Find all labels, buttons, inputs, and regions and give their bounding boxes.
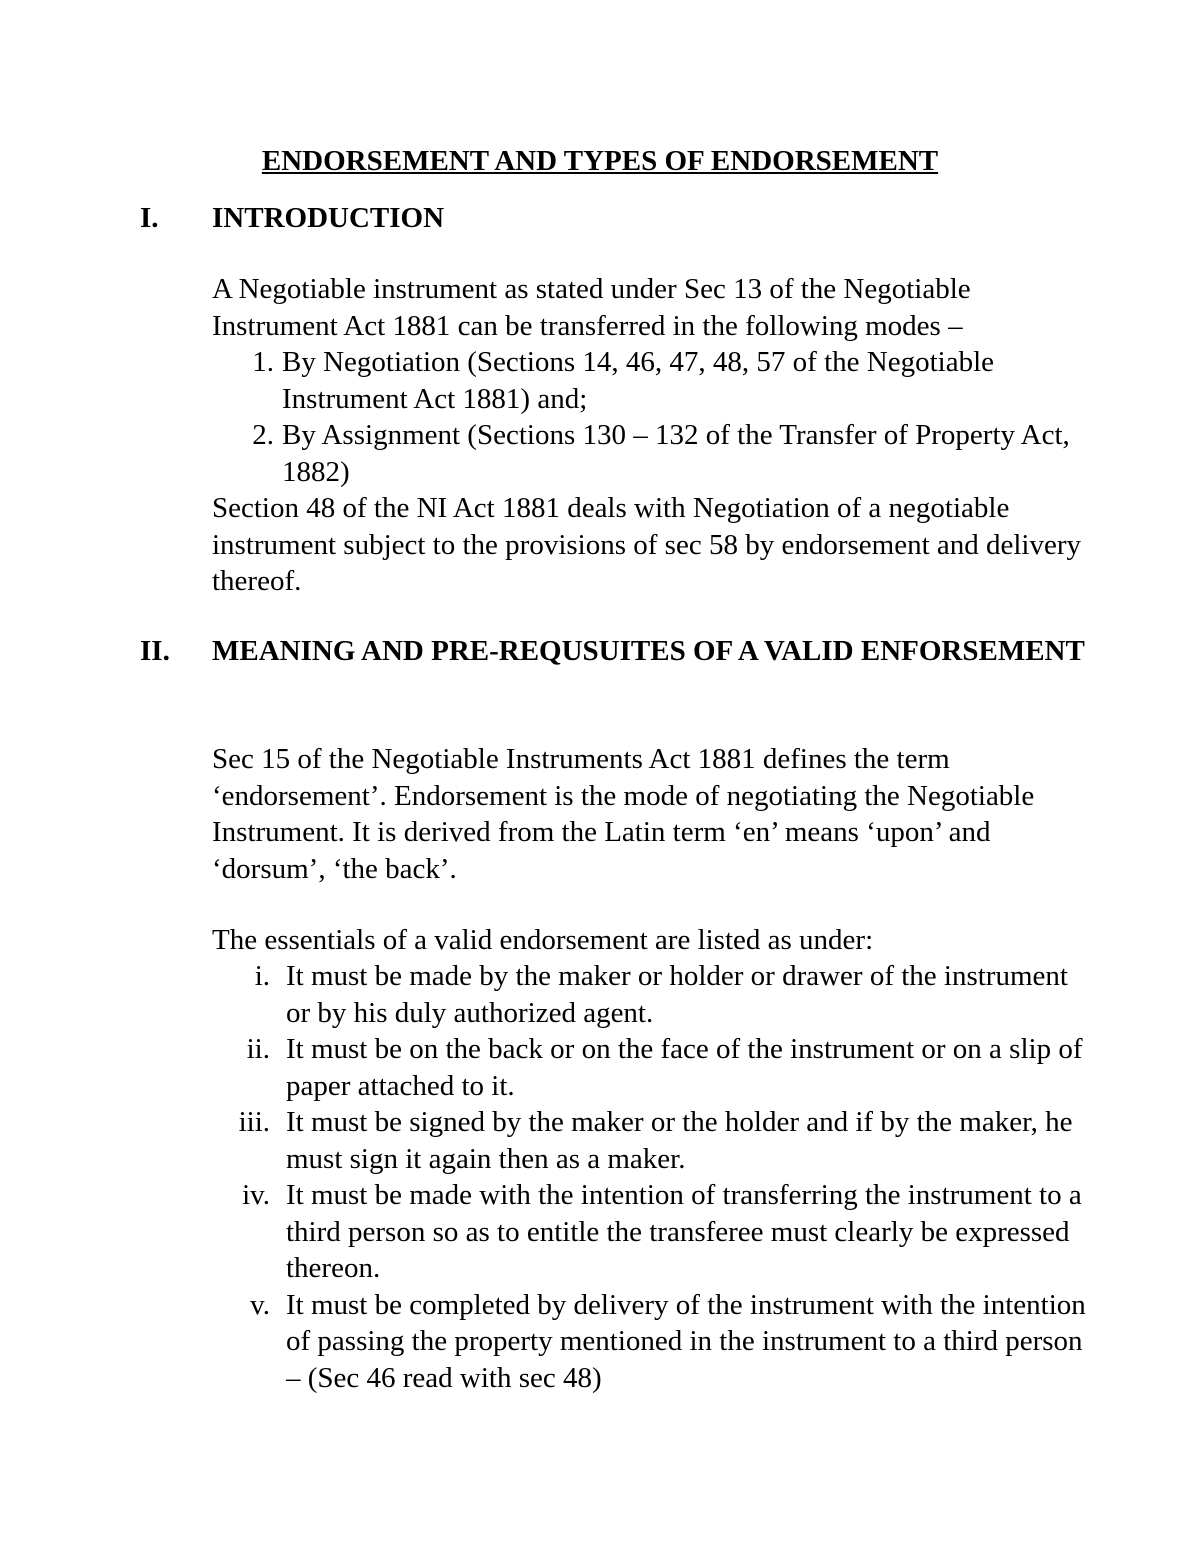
list-item [212, 1031, 1092, 1104]
intro-paragraph: A Negotiable instrument as stated under Sec 13 of the Negotiable Instrument Act 1881 can be transferred in the following modes – [212, 273, 971, 342]
list-item-text: It must be made by the maker or holder or drawer of the instrument or by his duly authorized agent. [286, 960, 1068, 1029]
essentials-list [212, 958, 1092, 1396]
list-marker: v. [250, 1288, 270, 1321]
list-item [212, 344, 1092, 417]
list-item-text: By Assignment (Sections 130 – 132 of the Transfer of Property Act, 1882) [282, 419, 1070, 488]
transfer-modes-list [212, 344, 1092, 490]
list-item-text: It must be made with the intention of transferring the instrument to a third person so as to entitle the transferee must clearly be expressed thereon. [286, 1179, 1082, 1284]
list-item [212, 417, 1092, 490]
list-marker: ii. [246, 1033, 270, 1065]
list-marker: i. [254, 960, 270, 992]
list-marker: iv. [242, 1179, 270, 1211]
section-title: MEANING AND PRE-REQUSUITES OF A VALID ENFORSEMENT [212, 635, 1085, 667]
list-marker: iii. [238, 1106, 270, 1138]
section-48-paragraph: Section 48 of the NI Act 1881 deals with Negotiation of a negotiable instrument subject to the provisions of sec 58 by endorsement and delivery thereof. [212, 492, 1082, 597]
list-item [212, 958, 1092, 1031]
list-item-text: It must be completed by delivery of the instrument with the intention of passing the property mentioned in the instrument to a third person – (Sec 46 read with sec 48) [286, 1288, 1086, 1394]
list-item [212, 1177, 1092, 1287]
section-title: INTRODUCTION [212, 202, 445, 234]
list-item [212, 1287, 1092, 1397]
list-item-text: By Negotiation (Sections 14, 46, 47, 48, 57 of the Negotiable Instrument Act 1881) and; [282, 346, 995, 415]
list-item [212, 1104, 1092, 1177]
list-marker: 2. [252, 419, 274, 451]
page-title: ENDORSEMENT AND TYPES OF ENDORSEMENT [261, 145, 939, 177]
section-number: II. [140, 635, 170, 667]
section-number: I. [140, 202, 159, 234]
list-item-text: It must be signed by the maker or the holder and if by the maker, he must sign it again then as a maker. [286, 1106, 1073, 1175]
definition-paragraph: Sec 15 of the Negotiable Instruments Act 1881 defines the term ‘endorsement’. Endorsement is the mode of negotiating the Negotiable Instrument. It is derived from the Latin term ‘en’ means ‘upon’ and ‘dorsum’, ‘the back’. [212, 743, 1035, 885]
essentials-intro: The essentials of a valid endorsement are listed as under: [212, 924, 874, 956]
list-marker: 1. [252, 346, 274, 378]
list-item-text: It must be on the back or on the face of the instrument or on a slip of paper attached to it. [286, 1033, 1083, 1102]
